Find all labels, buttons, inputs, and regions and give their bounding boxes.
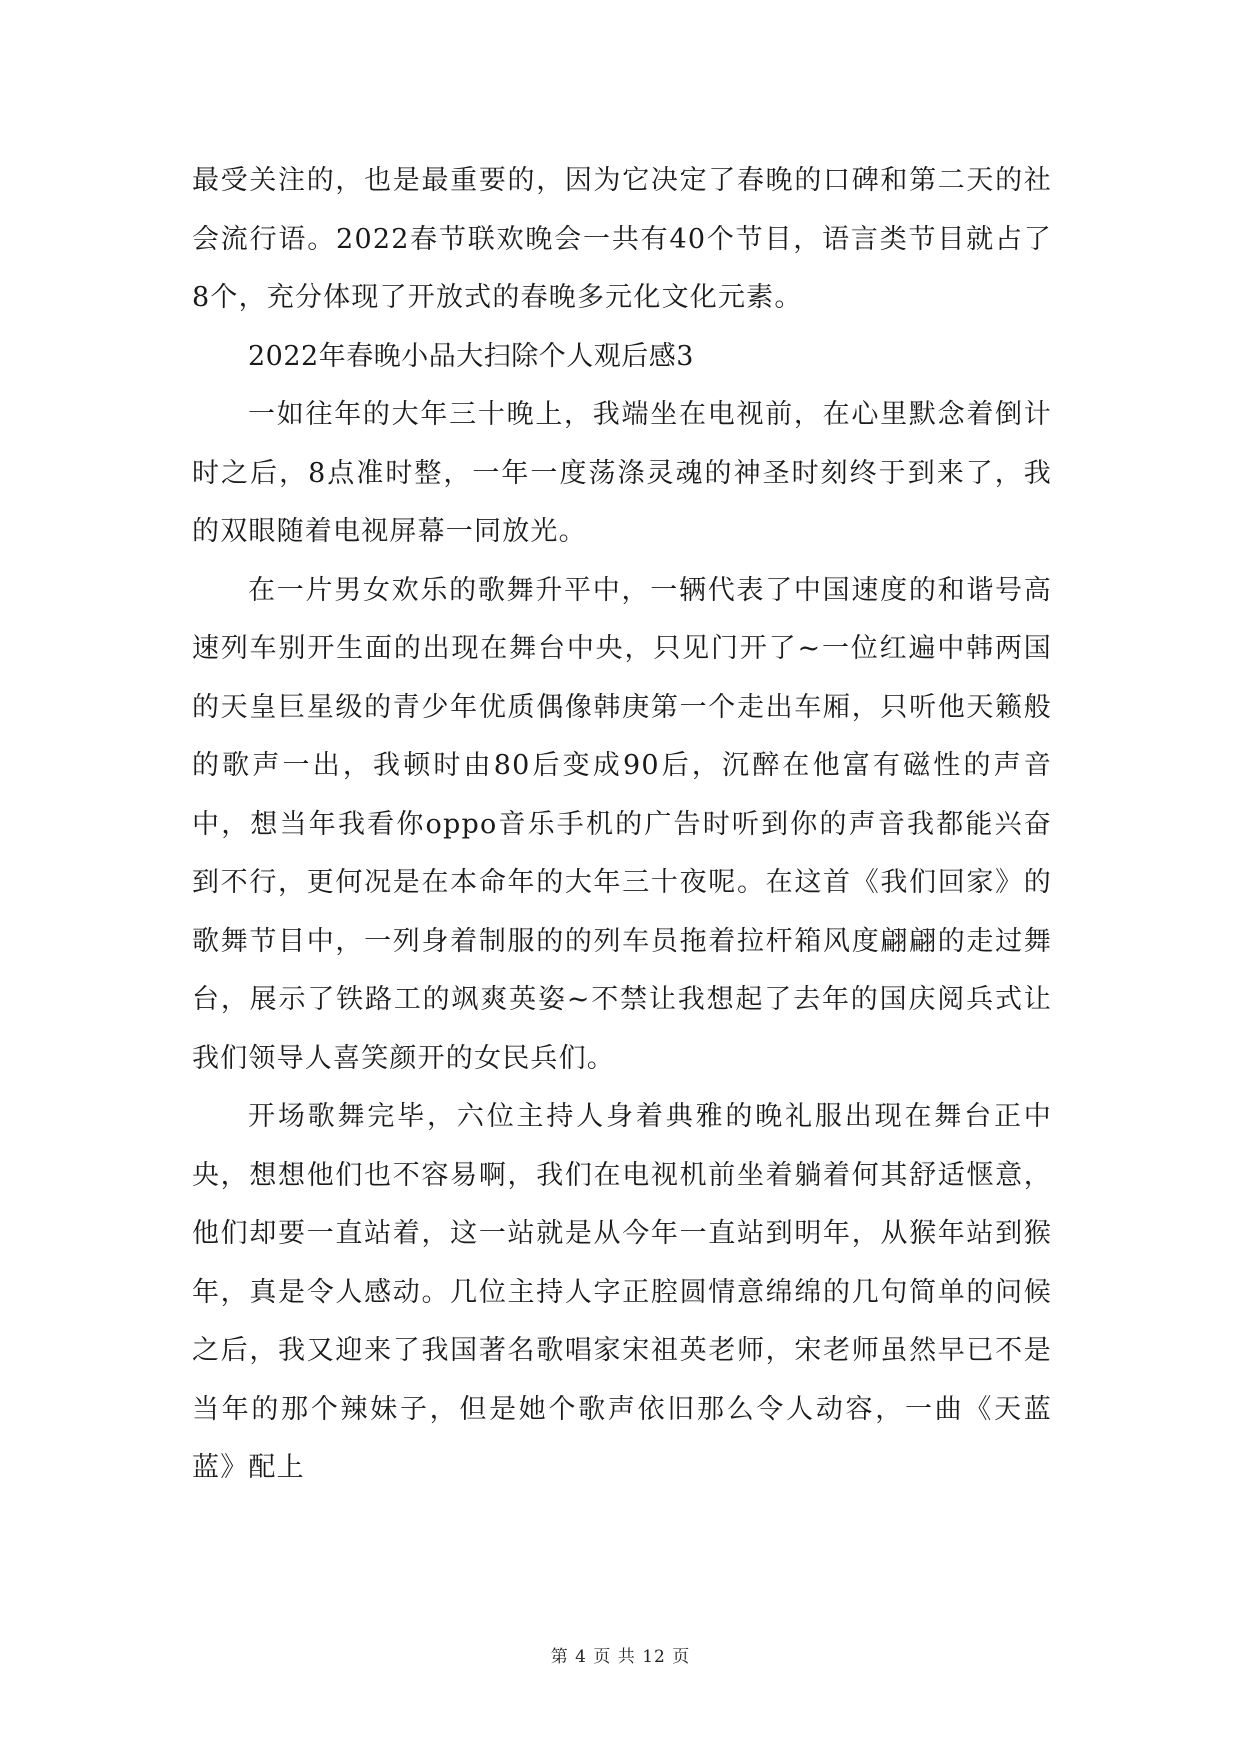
paragraph-3: 开场歌舞完毕，六位主持人身着典雅的晚礼服出现在舞台正中央，想想他们也不容易啊，我们在电视机前坐着躺着何其舒适惬意，他们却要一直站着，这一站就是从今年一直站到明年，从猴年站到猴年，真是令人感动。几位主持人字正腔圆情意绵绵的几句简单的问候之后，我又迎来了我国著名歌唱家宋祖英老师，宋老师虽然早已不是当年的那个辣妹子，但是她个歌声依旧那么令人动容，一曲《天蓝蓝》配上 [192, 1101, 1052, 1483]
paragraph-2: 在一片男女欢乐的歌舞升平中，一辆代表了中国速度的和谐号高速列车别开生面的出现在舞台中央，只见门开了~一位红遍中韩两国的天皇巨星级的青少年优质偶像韩庚第一个走出车厢，只听他天籁般的歌声一出，我顿时由80后变成90后，沉醉在他富有磁性的声音中，想当年我看你oppo音乐手机的广告时听到你的声音我都能兴奋到不行，更何况是在本命年的大年三十夜呢。在这首《我们回家》的歌舞节目中，一列身着制服的的列车员拖着拉杆箱风度翩翩的走过舞台，展示了铁路工的飒爽英姿~不禁让我想起了去年的国庆阅兵式让我们领导人喜笑颜开的女民兵们。 [192, 574, 1052, 1074]
document-body [192, 152, 1052, 1498]
section-heading: 2022年春晚小品大扫除个人观后感3 [248, 340, 694, 372]
paragraph-1: 一如往年的大年三十晚上，我端坐在电视前，在心里默念着倒计时之后，8点准时整，一年一度荡涤灵魂的神圣时刻终于到来了，我的双眼随着电视屏幕一同放光。 [192, 399, 1052, 547]
paragraph-continued: 最受关注的，也是最重要的，因为它决定了春晚的口碑和第二天的社会流行语。2022春节联欢晚会一共有40个节目，语言类节目就占了8个，充分体现了开放式的春晚多元化文化元素。 [192, 165, 1052, 313]
page-number-footer: 第 4 页 共 12 页 [550, 1647, 691, 1667]
